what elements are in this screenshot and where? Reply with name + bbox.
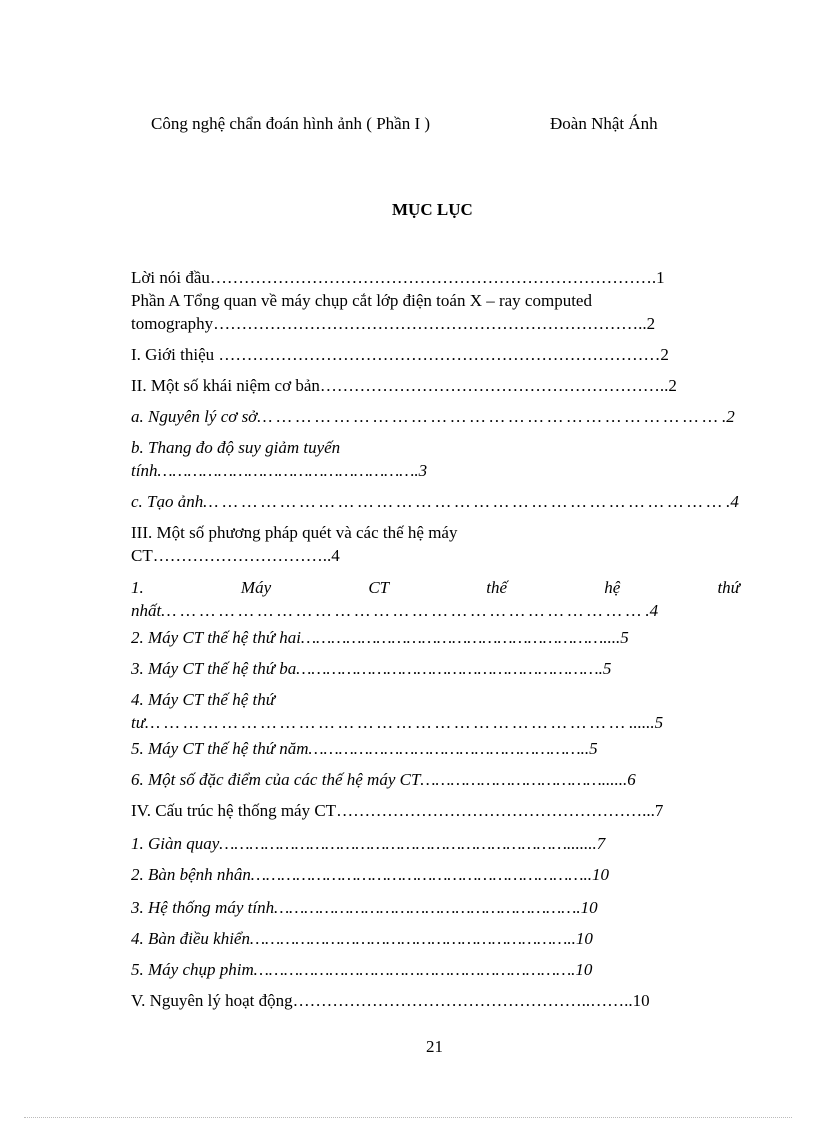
toc-entry[interactable]: 3. Máy CT thế hệ thứ ba…………………………………………………….5 [131,659,612,678]
header-left: Công nghệ chẩn đoán hình ảnh ( Phần I ) [151,114,431,133]
toc-entry[interactable]: 2. Máy CT thế hệ thứ hai……………………………………………………....5 [131,628,629,647]
toc-entry[interactable]: 4. Bàn điều khiển………………………………………………………..10 [131,929,593,948]
toc-entry[interactable]: V. Nguyên lý hoạt động……………………………………………..……..10 [131,991,650,1010]
toc-entry[interactable]: II. Một số khái niệm cơ bản……………………………………………………..2 [131,376,677,395]
toc-entry[interactable]: Phần A Tổng quan về máy chụp cắt lớp điện toán X – ray computed [131,291,592,310]
toc-word: 1. [131,578,144,597]
toc-entry[interactable]: Lời nói đầu…………………………………………………………………….1 [131,268,665,287]
toc-word: Máy [240,578,272,597]
toc-entry[interactable]: 1. Giàn quay…………………………………………………………….......7 [131,834,606,853]
toc-entry[interactable]: tư… … … … … … … … … … … … … … … … … … … … … … … … … ......5 [131,713,664,732]
page-bottom-rule [24,1117,792,1118]
toc-word: thứ [717,578,740,597]
toc-entry[interactable]: III. Một số phương pháp quét và các thế hệ máy [131,523,458,542]
toc-entry[interactable]: IV. Cấu trúc hệ thống máy CT………………………………………………...7 [131,801,664,820]
toc-entry[interactable]: tính…………………………………………….3 [131,461,428,480]
toc-title: MỤC LỤC [392,200,473,219]
toc-entry[interactable]: 3. Hệ thống máy tính…………………………………………………….10 [131,898,598,917]
toc-entry[interactable]: 5. Máy chụp phim……………………………………………………….10 [131,960,593,979]
toc-word: hệ [604,578,621,597]
toc-entry[interactable]: 6. Một số đặc điểm của các thế hệ máy CT………………………………......6 [131,770,636,789]
toc-entry[interactable]: nhất… … … … … … … … … … … … … … … … … … … … … … … … … .4 [131,601,659,620]
toc-entry[interactable]: 2. Bàn bệnh nhân…………………………………………………………..10 [131,865,609,884]
header-right: Đoàn Nhật Ánh [550,114,658,133]
toc-entry[interactable]: b. Thang đo độ suy giảm tuyến [131,438,341,457]
toc-entry[interactable]: a. Nguyên lý cơ sở… … … … … … … … … … … … … … … … … … … … … … … … .2 [131,407,735,426]
toc-entry-justified[interactable] [131,577,740,599]
toc-entry[interactable]: CT…………………………..4 [131,546,340,565]
toc-entry[interactable]: 4. Máy CT thế hệ thứ [131,690,276,709]
page-number: 21 [426,1037,443,1056]
toc-word: CT [368,578,390,597]
toc-word: thế [486,578,508,597]
toc-entry[interactable]: 5. Máy CT thế hệ thứ năm………………………………………………..5 [131,739,598,758]
toc-entry[interactable]: tomography…………………………………………………………………..2 [131,314,656,333]
toc-entry[interactable]: c. Tạo ảnh… … … … … … … … … … … … … … … … … … … … … … … … … … … .4 [131,492,739,511]
toc-entry[interactable]: I. Giới thiệu ……………………………………………………………………2 [131,345,669,364]
